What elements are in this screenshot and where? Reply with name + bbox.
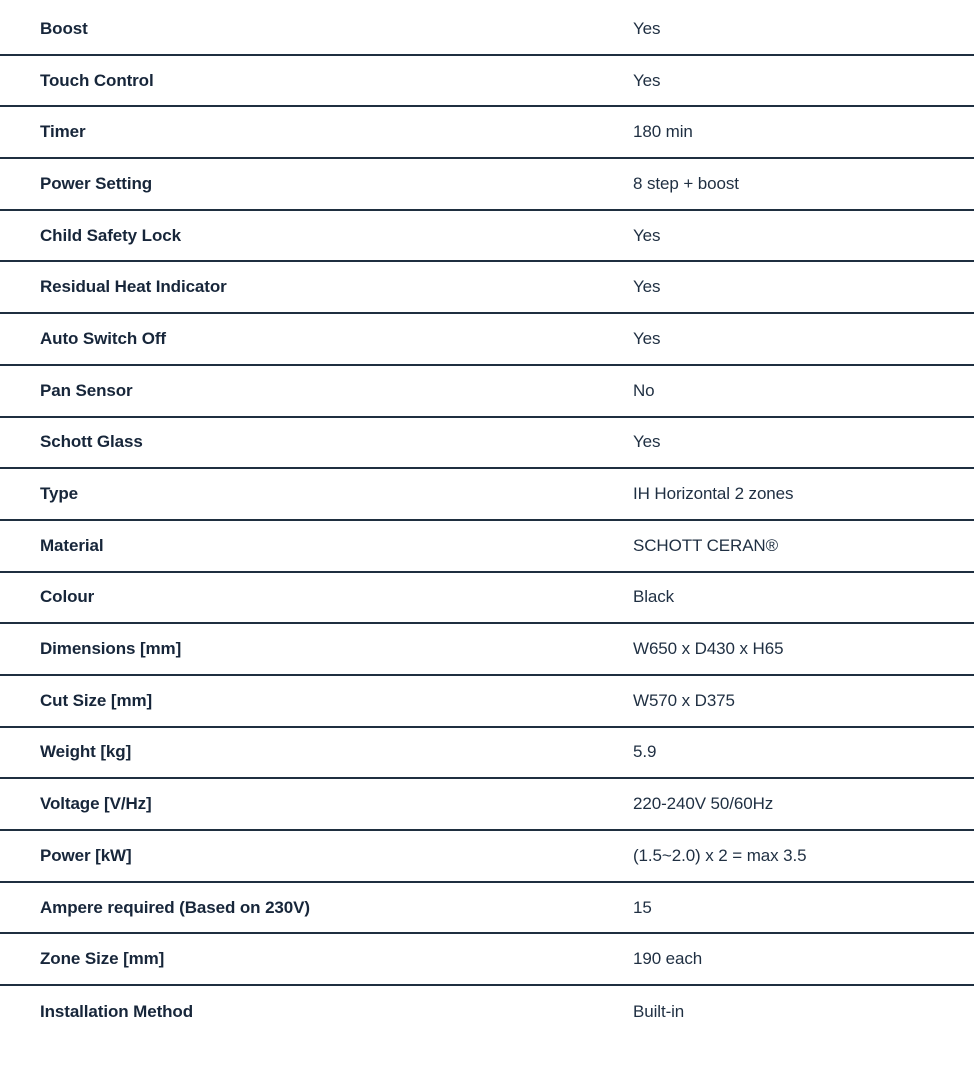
spec-label: Schott Glass <box>40 432 143 452</box>
spec-value: 220-240V 50/60Hz <box>633 794 774 814</box>
spec-value: 190 each <box>633 949 703 969</box>
spec-label: Dimensions [mm] <box>40 639 182 659</box>
spec-value: 5.9 <box>633 742 657 762</box>
spec-value: W570 x D375 <box>633 690 735 710</box>
spec-label: Installation Method <box>40 1001 193 1021</box>
spec-row-weight <box>0 728 974 780</box>
spec-value: 8 step + boost <box>633 173 739 193</box>
spec-label: Residual Heat Indicator <box>40 277 227 297</box>
spec-value: Yes <box>633 277 661 297</box>
spec-label: Timer <box>40 122 86 142</box>
spec-row-schott-glass <box>0 418 974 470</box>
spec-value: Yes <box>633 18 661 38</box>
spec-label: Cut Size [mm] <box>40 690 153 710</box>
spec-label: Weight [kg] <box>40 742 132 762</box>
spec-row-type <box>0 469 974 521</box>
spec-value: Yes <box>633 328 661 348</box>
spec-label: Power Setting <box>40 173 153 193</box>
spec-row-timer <box>0 107 974 159</box>
spec-label: Colour <box>40 587 95 607</box>
spec-label: Child Safety Lock <box>40 225 181 245</box>
spec-label: Pan Sensor <box>40 380 133 400</box>
spec-row-pan-sensor <box>0 366 974 418</box>
spec-row-dimensions <box>0 624 974 676</box>
spec-row-installation-method <box>0 986 974 1038</box>
spec-row-residual-heat-indicator <box>0 262 974 314</box>
spec-row-voltage <box>0 779 974 831</box>
spec-value: W650 x D430 x H65 <box>633 639 784 659</box>
spec-label: Touch Control <box>40 70 154 90</box>
spec-row-cut-size <box>0 676 974 728</box>
spec-value: No <box>633 380 655 400</box>
spec-value: Yes <box>633 432 661 452</box>
spec-value: (1.5~2.0) x 2 = max 3.5 <box>633 845 807 865</box>
spec-value: Yes <box>633 70 661 90</box>
spec-row-material <box>0 521 974 573</box>
spec-row-boost <box>0 4 974 56</box>
spec-value: Built-in <box>633 1001 685 1021</box>
spec-value: 180 min <box>633 122 693 142</box>
spec-value: Black <box>633 587 675 607</box>
spec-label: Voltage [V/Hz] <box>40 794 152 814</box>
spec-row-power <box>0 831 974 883</box>
spec-value: IH Horizontal 2 zones <box>633 484 794 504</box>
spec-label: Ampere required (Based on 230V) <box>40 897 310 917</box>
spec-label: Auto Switch Off <box>40 328 166 348</box>
spec-row-touch-control <box>0 56 974 108</box>
spec-label: Power [kW] <box>40 845 132 865</box>
spec-label: Material <box>40 535 104 555</box>
spec-value: SCHOTT CERAN® <box>633 535 779 555</box>
spec-label: Boost <box>40 18 88 38</box>
spec-label: Zone Size [mm] <box>40 949 165 969</box>
spec-value: Yes <box>633 225 661 245</box>
spec-row-child-safety-lock <box>0 211 974 263</box>
spec-row-auto-switch-off <box>0 314 974 366</box>
spec-row-zone-size <box>0 934 974 986</box>
spec-value: 15 <box>633 897 652 917</box>
spec-row-power-setting <box>0 159 974 211</box>
spec-label: Type <box>40 484 79 504</box>
spec-row-ampere-required <box>0 883 974 935</box>
spec-row-colour <box>0 573 974 625</box>
